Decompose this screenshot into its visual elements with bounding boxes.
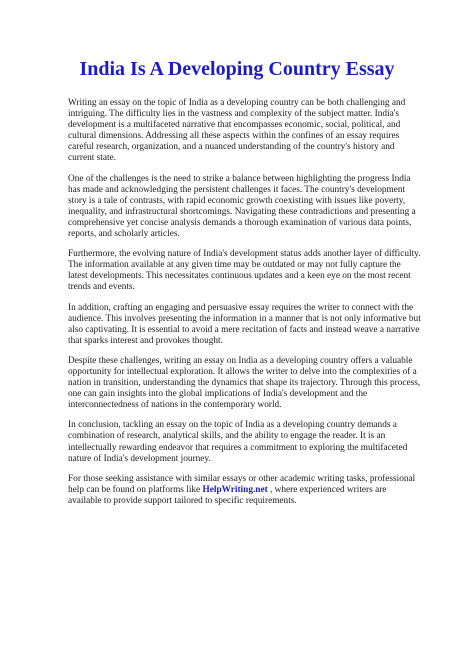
paragraph-opportunity: Despite these challenges, writing an essay on India as a developing country offers a valuable opportunity for intellectual exploration. It allows the writer to delve into the complexities of a nation in transition, understanding the dynamics that shape its trajectory. Through this process, one can gain insights into the global implications of India's development and the interconnectedness of nations in the contemporary world.	[68, 355, 421, 411]
paragraph-conclusion: In conclusion, tackling an essay on the topic of India as a developing country demands a combination of research, analytical skills, and the ability to engage the reader. It is an intellectually rewarding endeavor that requires a commitment to exploring the multifaceted nature of India's development journey.	[68, 420, 408, 464]
paragraph-intro: Writing an essay on the topic of India as a developing country can be both challenging and intriguing. The difficulty lies in the vastness and complexity of the subject matter. India's development is a multifaceted narrative that encompasses economic, social, political, and cultural dimensions. Addressing all these aspects within the confines of an essay requires careful research, organization, and a nuanced understanding of the country's history and current state.	[68, 98, 406, 164]
page-title: India Is A Developing Country Essay	[79, 58, 395, 80]
paragraph-evolving-status: Furthermore, the evolving nature of India's development status adds another layer of difficulty. The information available at any given time may be outdated or may not fully capture the latest developments. This necessitates continuous updates and a keen eye on the most recent trends and events.	[68, 249, 421, 293]
closing-text-after-link: , where experienced writers are available to provide support tailored to specific requirements.	[68, 484, 387, 506]
paragraph-challenges: One of the challenges is the need to strike a balance between highlighting the progress India has made and acknowledging the persistent challenges it faces. The country's development story is a tale of contrasts, with rapid economic growth coexisting with issues like poverty, inequality, and infrastructural shortcomings. Navigating these contradictions and presenting a comprehensive yet concise analysis demands a thorough examination of various data points, reports, and scholarly articles.	[68, 173, 416, 240]
closing-text-before-link: For those seeking assistance with similar essays or other academic writing tasks, professional help can be found on platforms like	[68, 473, 416, 495]
paragraph-engaging-essay: In addition, crafting an engaging and persuasive essay requires the writer to connect with the audience. This involves presenting the information in a manner that is not only informative but also captivating. It is essential to avoid a mere recitation of facts and instead weave a narrative that sparks interest and provokes thought.	[68, 302, 421, 346]
helpwriting-link[interactable]: HelpWriting.net	[202, 484, 268, 495]
paragraph-closing	[68, 474, 422, 507]
essay-body	[68, 98, 422, 516]
